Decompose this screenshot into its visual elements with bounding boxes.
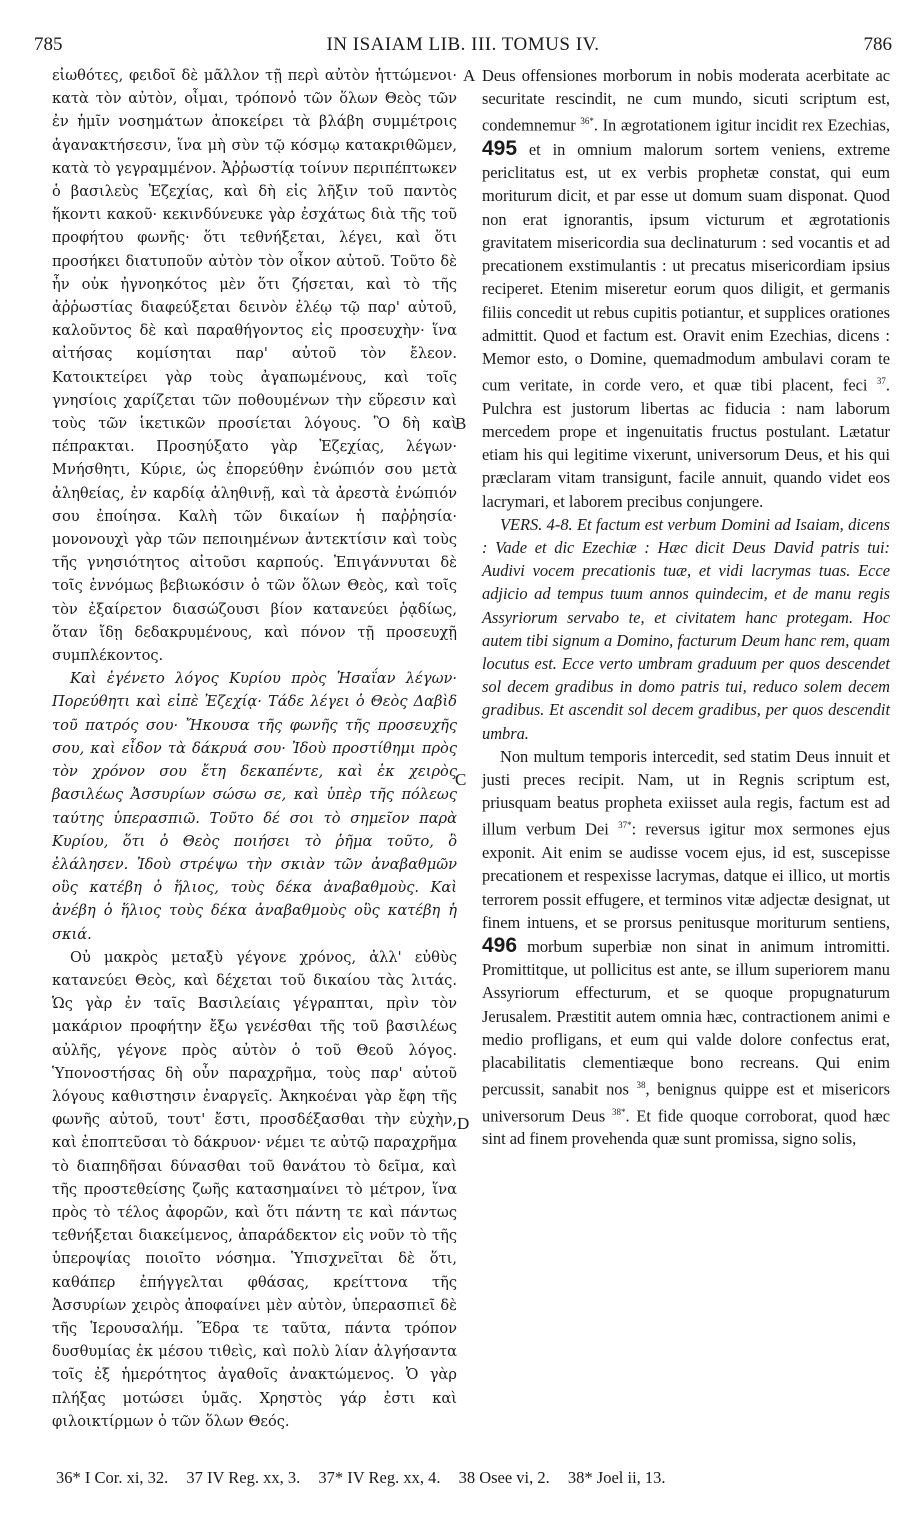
latin-text: , benignus quippe est et misericors universorum Deus xyxy=(482,1079,890,1126)
latin-paragraph-3 xyxy=(482,745,890,1151)
greek-verse-quotation: Καὶ ἐγένετο λόγος Κυρίου πρὸς Ἡσαΐαν λέγων· Πορεύθητι καὶ εἰπὲ Ἐζεχίᾳ· Τάδε λέγει ὁ Θεὸς Δαβὶδ τοῦ πατρός σου· Ἤκουσα τῆς φωνῆς τῆς προσευχῆς σου, καὶ εἶδον τὰ δάκρυά σου· Ἰδοὺ προστίθημι πρὸς τὸν χρόνον σου ἔτη δεκαπέντε, καὶ ἐκ χειρὸς βασιλέως Ἀσσυρίων σώσω σε, καὶ ὑπὲρ τῆς πόλεως ταύτης ὑπερασπιῶ. Τοῦτο δέ σοι τὸ σημεῖον παρὰ Κυρίου, ὅτι ὁ Θεὸς ποιήσει τὸ ῥῆμα τοῦτο, ὃ ἐλάλησεν. Ἰδοὺ στρέψω τὴν σκιὰν τῶν ἀναβαθμῶν οὓς κατέβη ὁ ἥλιος, τοὺς δέκα ἀναβαθμοὺς. Καὶ ἀνέβη ὁ ἥλιος τοὺς δέκα ἀναβαθμοὺς οὓς κατέβη ἡ σκιά. xyxy=(52,670,457,943)
latin-text: et in omnium malorum sortem veniens, extreme periclitatus est, ut ex verbis prophetæ constat, qui eum moriturum dicit, et par esse ut domum suam disponat. Quod non erat ignorantis, ipsum victurum et ægrotationis gravitatem misericordia sua declinaturum : sed vocantis et ad precationem exstimulantis : ut precatus misericordiam ipsius reciperet. Etenim miseretur eorum quos diligit, et germanis filiis concedit ut rebus cupitis potiantur, et supplices orationes admittit. Quod et factum est. Oravit enim Ezechias, dicens : Memor esto, o Domine, quemadmodum ambulavi coram te cum veritate, in corde vero, et quæ tibi placent, feci xyxy=(482,140,890,395)
greek-paragraph-3: Οὐ μακρὸς μεταξὺ γέγονε χρόνος, ἀλλ' εὐθὺς κατανεύει Θεὸς, καὶ δέχεται τοῦ δικαίου τὰς λιτάς. Ὡς γὰρ ἐν ταῖς Βασιλείαις γέγραπται, πρὶν τὸν μακάριον προφήτην ἔξω γενέσθαι τῆς τοῦ βασιλέως αὐλῆς, γέγονε πρὸς αὐτὸν ὁ τοῦ Θεοῦ λόγος. Ὑπονοστήσας δὴ οὖν παραχρῆμα, τοὺς παρ' αὐτοῦ λόγους καθιστησιν ἐναργεῖς. Ἀκηκοέναι γὰρ ἔφη τῆς φωνῆς αὐτοῦ, τουτ' ἔστι, προσδέξασθαι τὴν εὐχὴν, καὶ ἐποπτεῦσαι τὸ δάκρυον· νέμει τε αὐτῷ παραχρῆμα τὸ διαπηδῆσαι δύνασθαι τοῦ θανάτου τὸ δεῖμα, καὶ τῆς προστεθείσης ζωῆς κατασημαίνει τὸ μέτρον, ἵνα πρὸς τὸ τέλος ἀφορῶν, καὶ ὅτι πάντη τε καὶ πάντως τεθνήξεται διακείμενος, ἀπαράδεκτον εἰς νοῦν τὸ τῆς ὑπεροψίας ποιοῖτο νόσημα. Ὑπισχνεῖται δὲ ὅτι, καθάπερ ἐπήγγελται φθάσας, κρείττονα τῆς Ἀσσυρίων χειρὸς ἀποφαίνει μὲν αὐτὸν, ὑπερασπιεῖ δὲ τῆς Ἱερουσαλήμ. Ἕδρα τε ταῦτα, πάντα τρόπον δυσθυμίας ἐκ μέσου τιθεὶς, καὶ πολὺ λίαν ἀλγήσαντα τοῖς ἐξ ἡμερότητος ἀγαθοῖς ἀνακτώμενος. Ὁ γὰρ πλήξας μοτώσει ὑμᾶς. Χρηστὸς γάρ ἐστι καὶ φιλοικτίρμων ὁ τῶν ὅλων Θεός. xyxy=(52,948,457,1430)
footnote: 37 IV Reg. xx, 3. xyxy=(186,1468,301,1487)
footnote: 36* I Cor. xi, 32. xyxy=(56,1468,169,1487)
footnote-ref: 37 xyxy=(876,376,886,387)
latin-text: . Et fide quoque corroborat, quod hæc sint ad finem provehenda quæ sunt promissa, signo solis, xyxy=(482,1106,890,1149)
latin-verse-quotation: VERS. 4-8. Et factum est verbum Domini ad Isaiam, dicens : Vade et dic Ezechiæ : Hæc dicit Deus David patris tui: Audivi vocem precationis tuæ, et vidi lacrymas tuas. Ecce adjicio ad tempus tuum annos quindecim, et de manu regis Assyriorum servabo te, et civitatem hanc protegam. Hoc autem tibi signum a Domino, facturum Deum hanc rem, quam locutus est. Ecce verto umbram graduum per quos descendet sol decem gradibus in domo patris tui, reduco solem decem gradibus. Et ascendit sol decem gradibus, per quos descendit umbra. xyxy=(482,514,890,743)
margin-marker-a: A xyxy=(463,66,476,85)
footnote-ref: 37* xyxy=(618,820,632,831)
margin-marker-d: D xyxy=(457,1114,470,1133)
footnotes xyxy=(56,1468,916,1488)
latin-text: . Pulchra est justorum libertas ac fiducia : nam laborum mercedem prope et ingenuitatis fructus postulant. Lætatur etiam his qui legitime vixerunt, universorum Deus, et his qui præclaram vitam transigunt, facile annuit, quando videt eos lacrymari, et laborem precibus conjungere. xyxy=(482,375,890,511)
latin-text: . In ægrotationem igitur incidit rex Ezechias, xyxy=(593,115,890,135)
latin-text: Non multum temporis intercedit, sed statim Deus innuit et justi preces recipit. Nam, ut in Regnis scriptum est, priusquam beatus propheta exiisset aula regis, factum est ad illum verbum Dei xyxy=(482,746,890,839)
column-number: 495 xyxy=(482,137,518,161)
footnote: 38* Joel ii, 13. xyxy=(567,1468,666,1487)
latin-text: morbum superbiæ non sinat in animum intromitti. Promittitque, ut pollicitus est ante, se illum superiorem manu Assyriorum effecturum, et se quoque propugnaturum Jerusalem. Præstitit autem omnia hæc, contractionem animi e medio profligans, et eum qui valde dolore confectus erat, placabilitatis clementiæque bono recreans. Qui enim percussit, sanabit nos xyxy=(482,936,890,1099)
footnote: 37* IV Reg. xx, 4. xyxy=(318,1468,441,1487)
margin-marker-c: C xyxy=(455,770,467,789)
latin-paragraph-1 xyxy=(482,64,890,513)
page-number-left: 785 xyxy=(34,34,63,55)
column-number: 496 xyxy=(482,933,518,957)
latin-text: : reversus igitur mox sermones ejus exponit. Ait enim se audisse vocem ejus, id est, suscepisse precationem et respexisse lacrymas, datque ei illico, ut mortis terrorem possit effugere, et terminos vitæ adjectæ designat, ut finem intuens, et se prorsus penitusque moriturum sentiens, xyxy=(482,819,890,932)
footnote: 38 Osee vi, 2. xyxy=(458,1468,550,1487)
running-title: IN ISAIAM LIB. III. TOMUS IV. xyxy=(326,34,600,55)
greek-column xyxy=(52,64,457,1433)
greek-paragraph-1: εἰωθότες, φειδοῖ δὲ μᾶλλον τῇ περὶ αὐτὸν ἡττώμενοι· κατὰ τὸν αὐτὸν, οἶμαι, τρόπονὁ τῶν ὅλων Θεὸς τῶν ἐν ἡμῖν νοσημάτων ἀποκείρει τὰ βλάβη συμμέτροις ἀγανακτήσεσιν, ἵνα μὴ σὺν τῷ κόσμῳ κατακριθῶμεν, κατὰ τὸ γεγραμμένον. Ἀῤῥωστίᾳ τοίνυν περιπέπτωκεν ὁ βασιλεὺς Ἐζεχίας, καὶ δὴ εἰς λῆξιν τοῦ παντὸς ἥκοντι κακοῦ· κεκινδύνευκε γὰρ ἐσχάτως διὰ τῆς τοῦ προφήτου φωνῆς· ὅτι τεθνήξεται, λέγει, καὶ ὅτι προσήκει διατυποῦν αὐτὸν τὸν οἶκον αὐτοῦ. Τοῦτο δὲ ἦν οὐκ ἠγνοηκότος μὲν ὅτι ζήσεται, καὶ τὸ τῆς ἀῤῥωστίας διαφεύξεται δεινὸν ἐλέῳ τῷ παρ' αὐτοῦ, καλοῦντος δὲ καὶ παραθήγοντος εἰς προσευχὴν· ἵνα αἰτήσας κομίσηται παρ' αὐτοῦ τὸν ἔλεον. Κατοικτείρει γὰρ τοὺς ἀγαπωμένους, καὶ τοῖς γνησίοις χαρίζεται τῶν ποθουμένων τὴν εὕρεσιν καὶ τοὺς τῶν ἱκετικῶν προσίεται λόγους. Ὃ δὴ καὶ πέπρακται. Προσηύξατο γὰρ Ἐζεχίας, λέγων· Μνήσθητι, Κύριε, ὡς ἐπορεύθην ἐνώπιόν σου μετὰ ἀληθείας, ἐν καρδίᾳ ἀληθινῇ, καὶ τὰ ἀρεστὰ ἐνώπιόν σου ἐποίησα. Καλὴ τῶν δικαίων ἡ παῤῥησία· μονονουχὶ γὰρ τῶν πεποιημένων ἀντεκτίσιν καὶ τοὺς τῆς γνησιότητος αἰτοῦσι καρπούς. Ἐπιγάννυται δὲ τοῖς ἐννόμως βεβιωκόσιν ὁ τῶν ὅλων Θεὸς, καὶ τοῖς τὸν ἐξαίρετον διασώζουσι βίον κατανεύει ῥᾳδίως, ὅταν ἴδῃ δεδακρυμένους, καὶ πόνον τῇ προσευχῇ συμπλέκοντος. xyxy=(52,67,457,665)
running-header xyxy=(34,34,892,60)
page-number-right: 786 xyxy=(863,34,892,55)
footnote-ref: 38 xyxy=(636,1080,646,1091)
latin-column xyxy=(482,64,890,1151)
margin-marker-b: B xyxy=(455,414,467,433)
footnote-ref: 36* xyxy=(580,116,594,127)
latin-text: Deus offensiones morborum in nobis moderata acerbitate ac securitate rescindit, ne cum mundo, sicuti scriptum est, condemnemur xyxy=(482,66,890,135)
footnote-ref: 38* xyxy=(612,1106,626,1117)
